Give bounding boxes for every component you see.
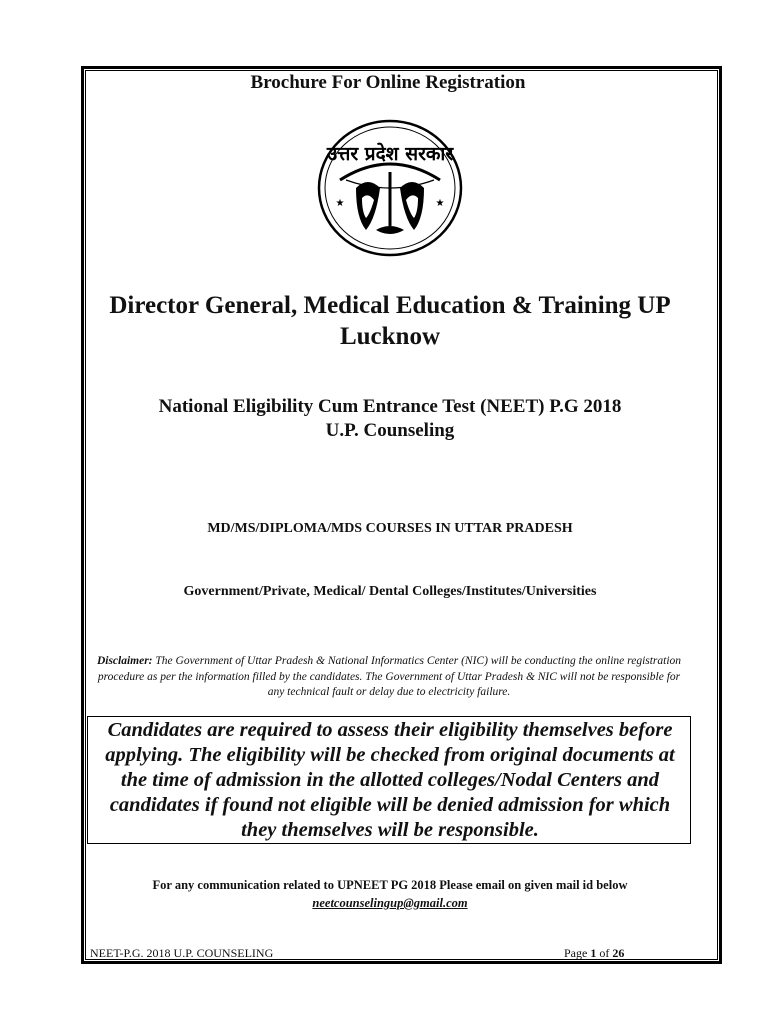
up-government-emblem-icon xyxy=(316,118,464,258)
svg-text:★: ★ xyxy=(335,198,345,209)
disclaimer-text: The Government of Uttar Pradesh & National Informatics Center (NIC) will be conducting the online registration procedure as per the information filled by the candidates. The Government of Uttar Pradesh & NIC will not be responsible for any technical fault or delay due to electricity failure. xyxy=(97,655,682,698)
emblem-text: उत्तर प्रदेश सरकार xyxy=(326,143,454,165)
page-current: 1 xyxy=(590,946,597,960)
disclaimer-label: Disclaimer: xyxy=(96,655,153,667)
contact-email-link[interactable]: neetcounselingup@gmail.com xyxy=(312,896,468,910)
disclaimer xyxy=(94,654,684,701)
eligibility-notice: Candidates are required to assess their eligibility themselves before applying. The eligibility will be checked from original documents at the time of admission in the allotted colleges/Nodal Centers and candidates if found not eligible will be denied admission for which they themselves will be responsible. xyxy=(105,719,675,841)
page-of: of xyxy=(596,946,613,960)
footer-left-text: NEET-P.G. 2018 U.P. COUNSELING xyxy=(90,946,274,960)
courses-heading: MD/MS/DIPLOMA/MDS COURSES IN UTTAR PRADESH xyxy=(207,521,573,536)
organization-title: Director General, Medical Education & Training UP Lucknow xyxy=(109,292,671,350)
contact-text: For any communication related to UPNEET PG 2018 Please email on given mail id below xyxy=(152,878,628,892)
page-label: Page xyxy=(564,946,591,960)
exam-title-line1: National Eligibility Cum Entrance Test (NEET) P.G 2018 xyxy=(158,396,622,417)
svg-text:★: ★ xyxy=(435,198,445,209)
colleges-heading: Government/Private, Medical/ Dental Colleges/Institutes/Universities xyxy=(183,584,597,599)
page-number xyxy=(564,946,624,961)
exam-title xyxy=(95,395,685,443)
brochure-title: Brochure For Online Registration xyxy=(250,72,526,93)
page-total: 26 xyxy=(612,946,625,960)
exam-title-line2: U.P. Counseling xyxy=(325,420,455,441)
